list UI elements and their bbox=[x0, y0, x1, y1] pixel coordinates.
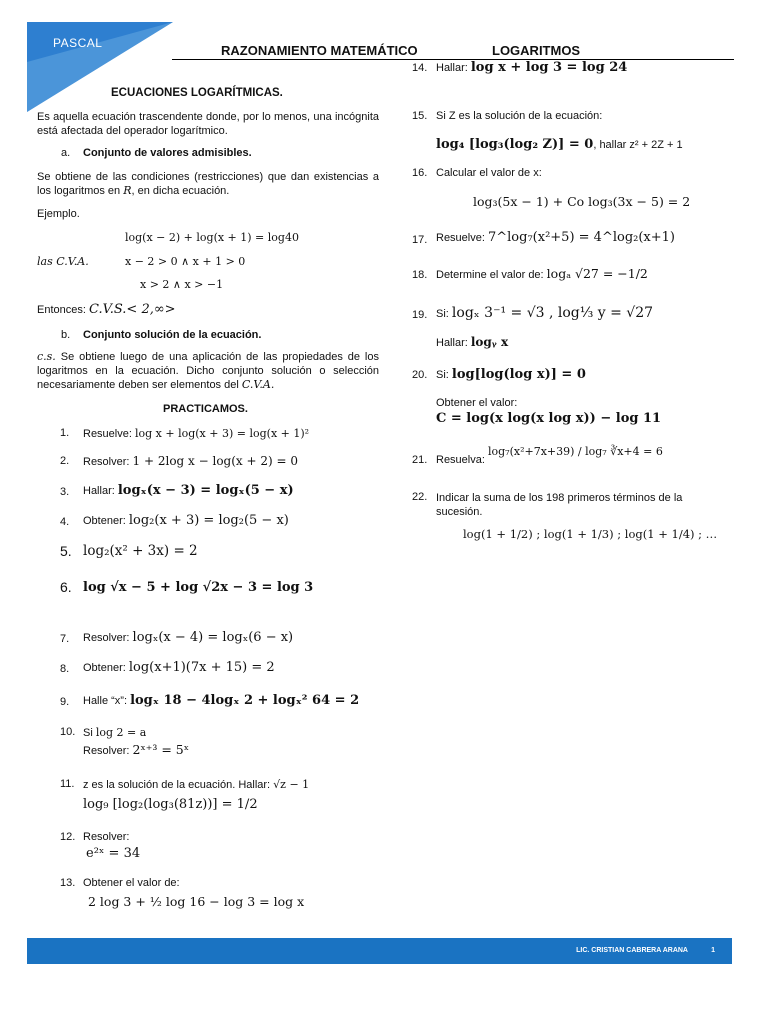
section-heading: ECUACIONES LOGARÍTMICAS. bbox=[111, 87, 283, 99]
cva-label: las C.V.A. bbox=[37, 255, 89, 268]
item-b-label: b. bbox=[61, 329, 71, 341]
cva-condition-2: x > 2 ∧ x > −1 bbox=[140, 278, 224, 291]
example-equation: log(x − 2) + log(x + 1) = log40 bbox=[125, 231, 299, 244]
entonces-line: Entonces: C.V.S.< 2,∞> bbox=[37, 302, 176, 317]
item-a-label: a. bbox=[61, 147, 71, 159]
practicamos-heading: PRACTICAMOS. bbox=[163, 403, 248, 415]
example-label: Ejemplo. bbox=[37, 208, 80, 220]
footer-author: LIC. CRISTIAN CABRERA ARANA bbox=[576, 947, 688, 954]
item-b-title: Conjunto solución de la ecuación. bbox=[83, 329, 262, 341]
cva-description: Se obtiene de las condiciones (restricciones) que dan existencias a los logaritmos en R, en dicha ecuación. bbox=[37, 171, 379, 197]
cs-description: c.s. Se obtiene luego de una aplicación de las propiedades de los logaritmos en la ecuación. Dicho conjunto solución o selección necesariamente deben ser elementos del C.V.A. bbox=[37, 350, 379, 391]
topic-title: LOGARITMOS bbox=[492, 43, 581, 58]
cva-condition-1: x − 2 > 0 ∧ x + 1 > 0 bbox=[125, 255, 246, 268]
subject-title: RAZONAMIENTO MATEMÁTICO bbox=[221, 43, 418, 58]
logo-text: PASCAL bbox=[53, 36, 103, 50]
definition: Es aquella ecuación trascendente donde, por lo menos, una incógnita está afectada del operador logarítmico. bbox=[37, 111, 379, 137]
item-a-title: Conjunto de valores admisibles. bbox=[83, 147, 252, 159]
footer-bar bbox=[27, 938, 732, 964]
page-number: 1 bbox=[711, 947, 715, 954]
